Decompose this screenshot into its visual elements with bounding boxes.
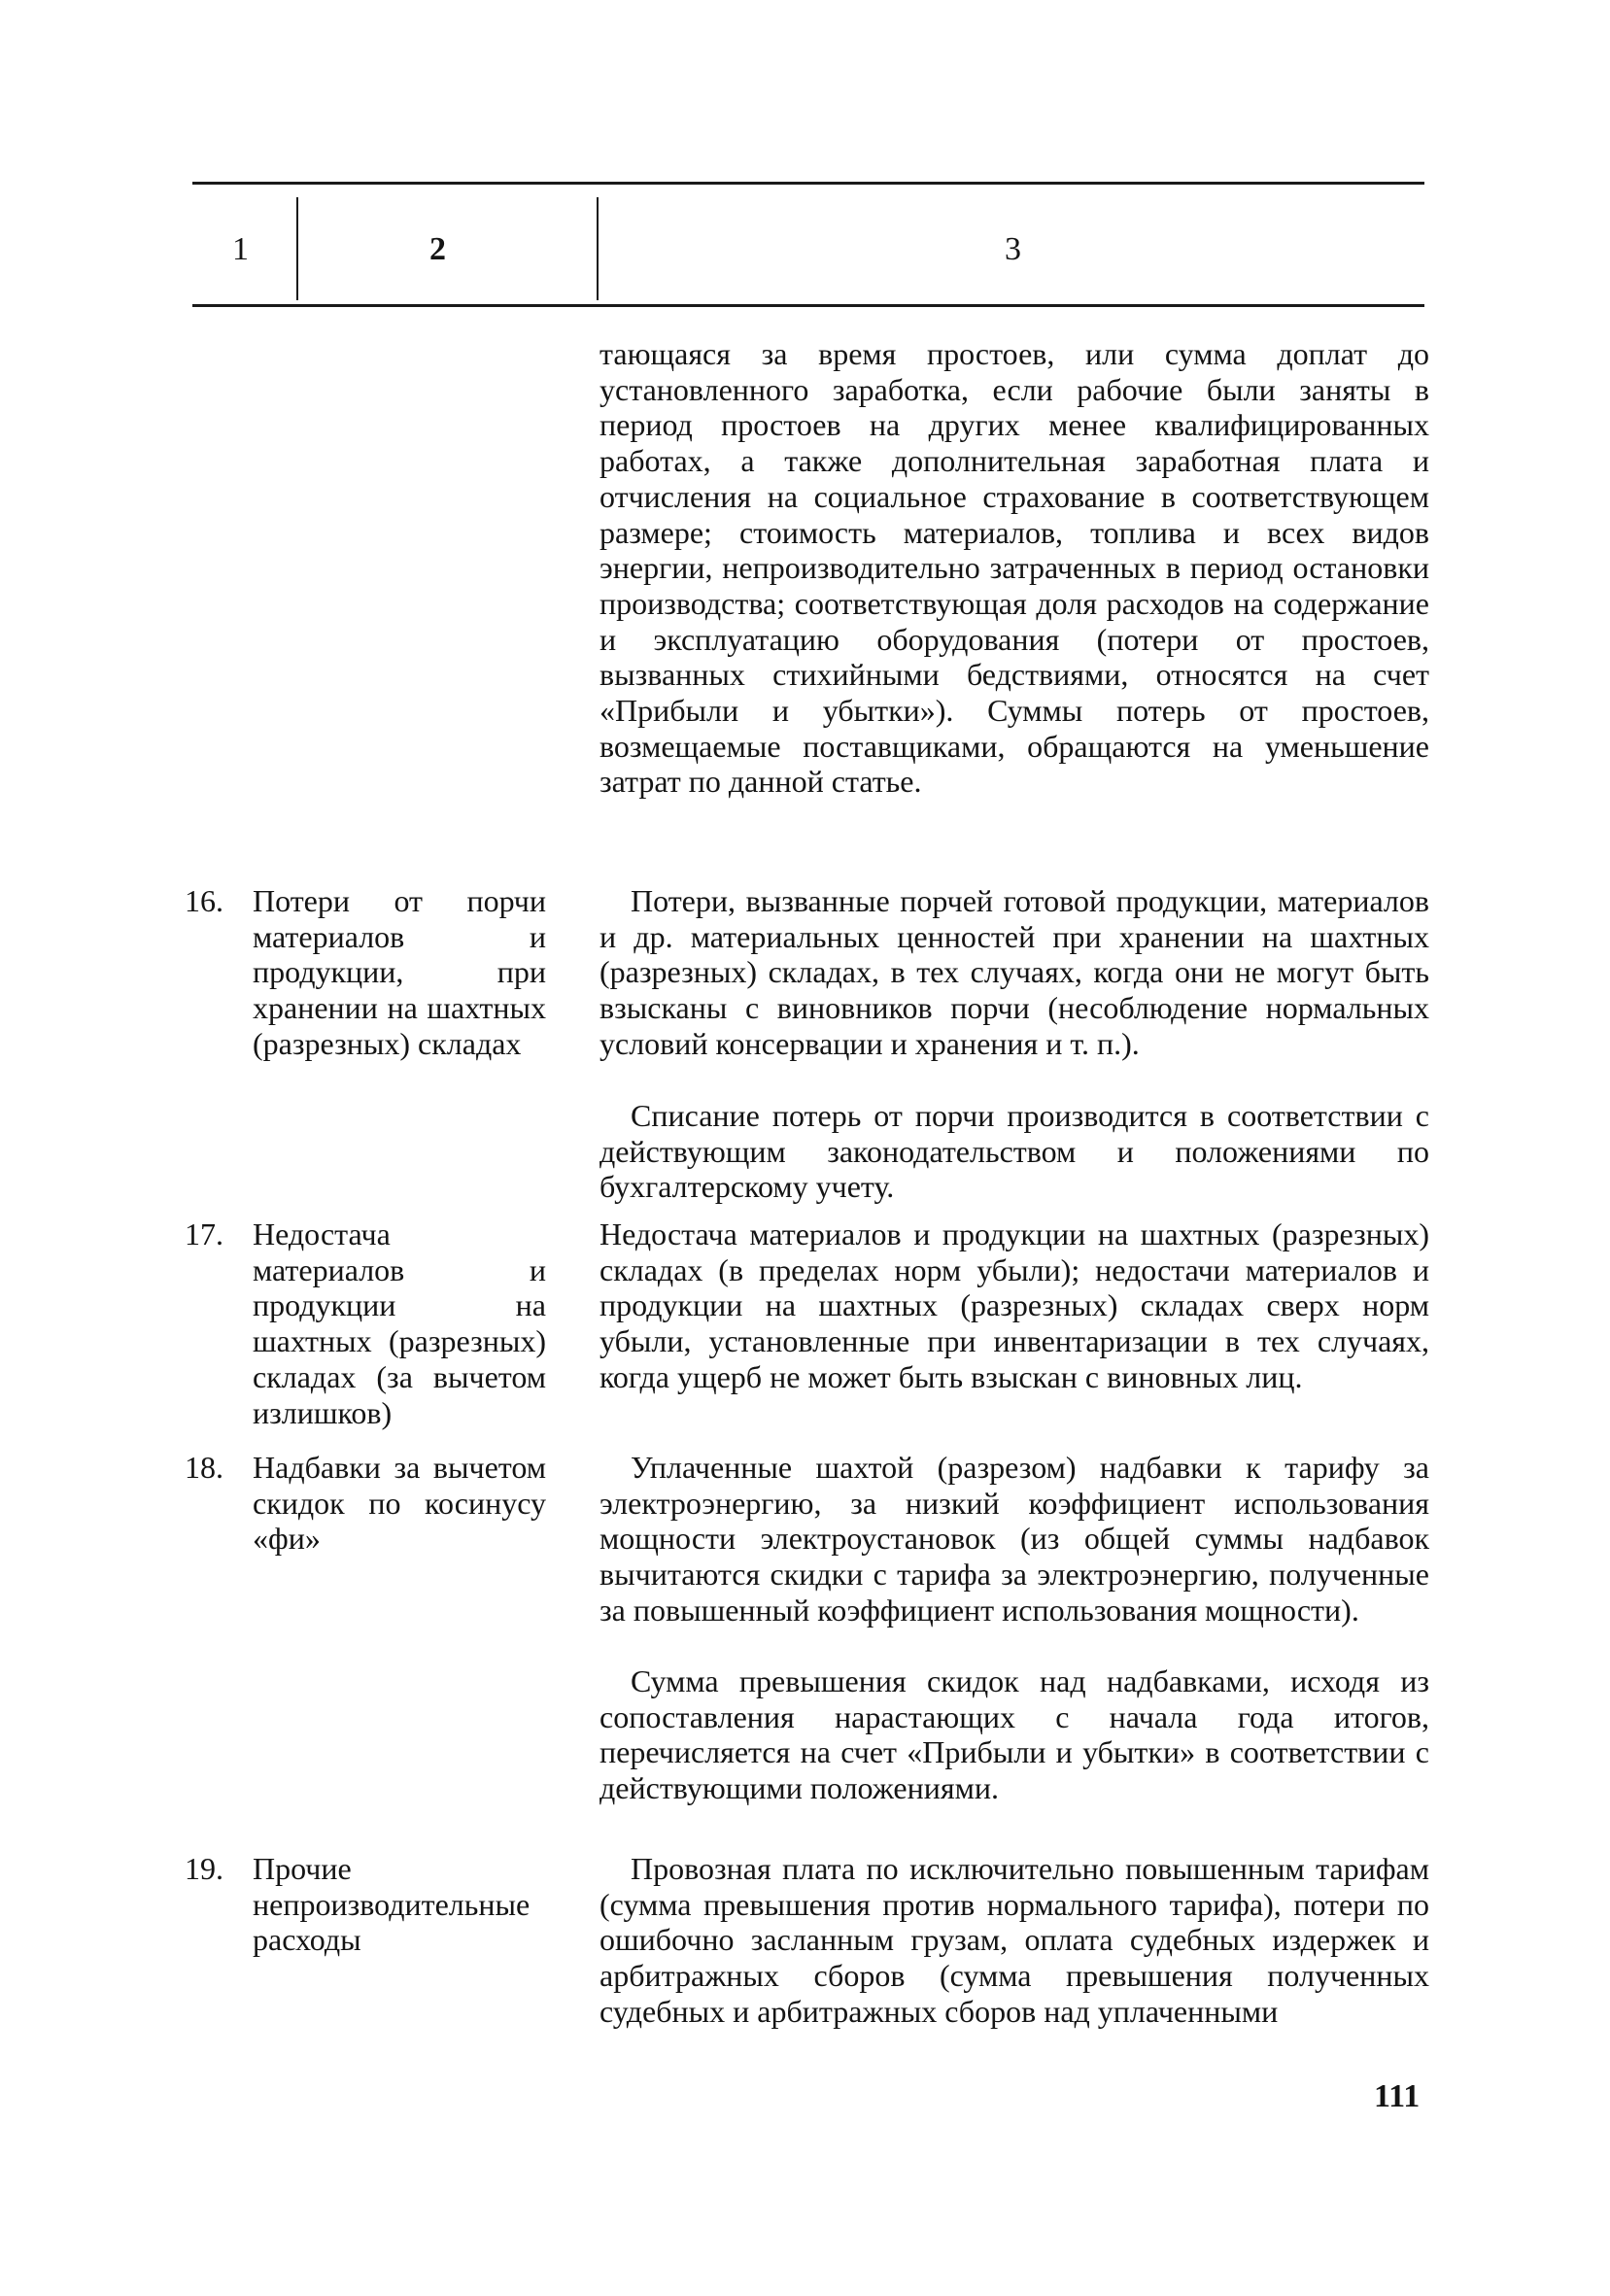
item-number: 16. [185,883,223,918]
item-name: Недостача материалов и продукции на шахтных (разрезных) складах (за вычетом излишков) [253,1217,546,1430]
page-number: 111 [1374,2078,1421,2114]
item-number: 17. [185,1217,223,1251]
item-name: Надбавки за вычетом скидок по косинусу «фи» [253,1450,546,1557]
item-description-paragraph: Провозная плата по исключительно повышенным тарифам (сумма превышения против нормального тарифа), потери по ошибочно засланным грузам, оплата судебных издержек и арбитражных сборов (сумма превышения полученных судебных и арбитражных сборов над уплаченными [599,1851,1429,2029]
header-divider-2 [597,197,599,300]
item-name: Прочие непроизводительные расходы [253,1851,531,1958]
column-header-1: 1 [232,231,249,267]
item-number: 19. [185,1851,223,1886]
item-description-paragraph: Потери, вызванные порчей готовой продукции, материалов и др. материальных ценностей при хранении на шахтных (разрезных) складах, в тех случаях, когда они не могут быть взысканы с виновников порчи (несоблюдение нормальных условий консервации и хранения и т. п.). [599,883,1429,1061]
item-number: 18. [185,1450,223,1485]
header-bottom-rule [192,304,1424,307]
header-top-rule [192,182,1424,185]
item-name: Потери от порчи материалов и продукции, при хранении на шахтных (разрезных) складах [253,883,546,1061]
header-divider-1 [296,197,298,300]
continuation-paragraph: тающаяся за время простоев, или сумма доплат до установленного заработка, если рабочие были заняты в период простоев на других менее квалифицированных работах, а также дополнительная заработная плата и отчисления на социальное страхование в соответствующем размере; стоимость материалов, топлива и всех видов энергии, непроизводительно затраченных в период остановки производства; соответствующая доля расходов на содержание и эксплуатацию оборудования (потери от простоев, вызванных стихийными бедствиями, относятся на счет «Прибыли и убытки»). Суммы потерь от простоев, возмещаемые поставщиками, обращаются на уменьшение затрат по данной статье. [599,336,1429,800]
column-header-2: 2 [429,231,446,267]
item-description-paragraph: Списание потерь от порчи производится в соответствии с действующим законодательством и положениями по бухгалтерскому учету. [599,1098,1429,1205]
item-description-paragraph: Сумма превышения скидок над надбавками, исходя из сопоставления нарастающих с начала года итогов, перечисляется на счет «Прибыли и убытки» в соответствии с действующими положениями. [599,1663,1429,1806]
item-description-paragraph: Недостача материалов и продукции на шахтных (разрезных) складах (в пределах норм убыли); недостачи материалов и продукции на шахтных (разрезных) складах сверх норм убыли, установленные при инвентаризации в тех случаях, когда ущерб не может быть взыскан с виновных лиц. [599,1217,1429,1394]
item-description-paragraph: Уплаченные шахтой (разрезом) надбавки к тарифу за электроэнергию, за низкий коэффициент использования мощности электроустановок (из общей суммы надбавок вычитаются скидки с тарифа за электроэнергию, полученные за повышенный коэффициент использования мощности). [599,1450,1429,1628]
column-header-3: 3 [1005,231,1021,267]
